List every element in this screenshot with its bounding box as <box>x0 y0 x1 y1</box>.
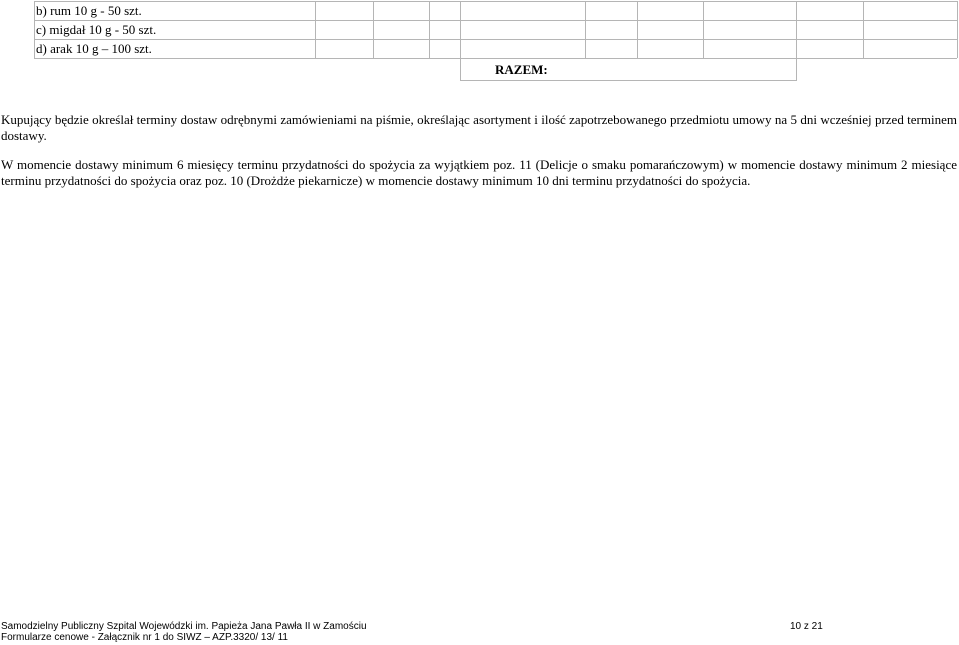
table-line <box>703 1 704 58</box>
table-line <box>429 1 430 58</box>
table-line <box>34 1 35 58</box>
delivery-terms-paragraph: Kupujący będzie określał terminy dostaw odrębnymi zamówieniami na piśmie, określając asortyment i ilość zapotrzebowanego przedmiotu umowy na 5 dni wcześniej przed terminem dostawy. <box>1 112 957 143</box>
table-line <box>34 39 957 40</box>
table-line <box>957 1 958 58</box>
table-line <box>460 80 796 81</box>
footer-document-reference: Formularze cenowe - Załącznik nr 1 do SIWZ – AZP.3320/ 13/ 11 <box>1 632 288 643</box>
table-row: c) migdał 10 g - 50 szt. <box>36 22 157 37</box>
table-line <box>460 1 461 81</box>
table-line <box>585 1 586 58</box>
table-line <box>34 1 957 2</box>
expiry-terms-paragraph: W momencie dostawy minimum 6 miesięcy terminu przydatności do spożycia za wyjątkiem poz. 11 (Delicje o smaku pomarańczowym) w momencie dostawy minimum 2 miesiące terminu przydatności do spożycia oraz poz. 10 (Drożdże piekarnicze) w momencie dostawy minimum 10 dni terminu przydatności do spożycia. <box>1 157 957 188</box>
table-row: d) arak 10 g – 100 szt. <box>36 41 152 56</box>
footer-page-number: 10 z 21 <box>790 621 823 632</box>
total-label: RAZEM: <box>495 62 548 77</box>
table-line <box>863 1 864 58</box>
table-line <box>796 1 797 81</box>
table-line <box>34 20 957 21</box>
table-line <box>637 1 638 58</box>
table-line <box>34 58 957 59</box>
table-line <box>373 1 374 58</box>
table-line <box>315 1 316 58</box>
table-row: b) rum 10 g - 50 szt. <box>36 3 142 18</box>
footer-hospital-name: Samodzielny Publiczny Szpital Wojewódzki im. Papieża Jana Pawła II w Zamościu <box>1 621 367 632</box>
